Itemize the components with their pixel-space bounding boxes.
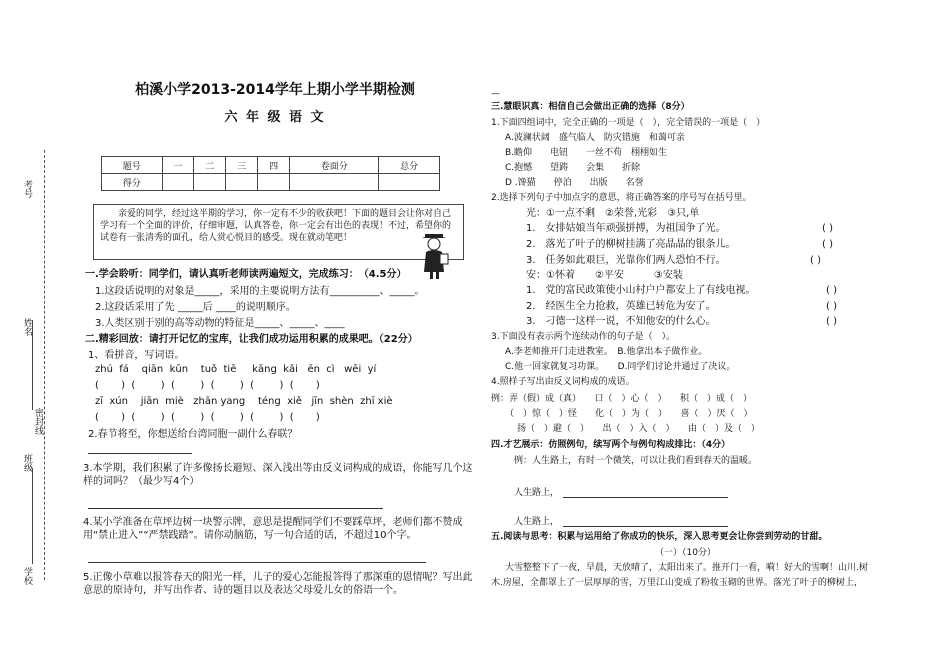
idiom-row-3: 扬（ ）避（ ） 出（ ）入（ ） 由（ ）及（ ） xyxy=(517,424,761,434)
option-b: B.瞻仰 电钮 一丝不苟 栩栩如生 xyxy=(505,148,668,158)
answer-bracket[interactable]: ( ) xyxy=(810,255,821,266)
s2-question-3: 3.本学期，我们积累了许多像扬长避短、深入浅出等由反义词构成的成语，你能写几个这样的词吗？（最少写4个） xyxy=(83,463,473,487)
score-header: 卷面分 xyxy=(290,157,379,174)
answer-brackets-row-2[interactable]: ( ) ( ) ( ) ( ) ( ) ( ) xyxy=(95,412,320,423)
banji-label: 班级 xyxy=(22,454,32,472)
s1-question-3: 3.人类区别于别的高等动物的特征是_____、_____、____ xyxy=(95,318,345,329)
idiom-row-2: （ ）惊（ ）怪 化（ ）为（ ） 喜（ ）厌（ ） xyxy=(505,409,753,419)
seal-line xyxy=(44,150,45,580)
answer-bracket[interactable]: ( ) xyxy=(822,223,833,234)
score-header: 四 xyxy=(258,157,290,174)
idiom-row-1: 例：弄（假）成（真） 口（ ）心（ ） 积（ ）成（ ） xyxy=(491,394,753,404)
top-dash: — xyxy=(491,89,500,99)
s1-question-1: 1.这段话说明的对象是_____，采用的主要说明方法有__________、_____。 xyxy=(95,286,425,297)
s4-line-1-label: 人生路上， xyxy=(514,488,560,498)
s4-example: 例：人生路上，有时一个微笑，可以让我们看到春天的温暖。 xyxy=(514,456,758,466)
section-2-title: 二.精彩回放：请打开记忆的宝库，让我们成功运用积累的成果吧。（22分） xyxy=(85,334,418,345)
section-1-title: 一.学会聆听：同学们，请认真听老师读两遍短文，完成练习： （4.5分） xyxy=(85,269,407,280)
score-table xyxy=(101,156,440,191)
score-header: 三 xyxy=(226,157,258,174)
pinyin-row-2: zī xún jiān miè zhān yang téng xiě jīn shèn zhī xiè xyxy=(95,396,393,407)
an-sentence-3: 3. 刁德一这样一说，不知他安的什么心。 xyxy=(526,316,716,327)
answer-brackets-row-1[interactable]: ( ) ( ) ( ) ( ) ( ) ( ) xyxy=(95,380,320,391)
s3-question-1: 1.下面四组词中，完全正确的一项是（ ），完全错误的一项是（ ） xyxy=(491,118,766,128)
answer-bracket[interactable]: ( ) xyxy=(826,316,837,327)
score-header: 一 xyxy=(162,157,194,174)
answer-line[interactable] xyxy=(88,562,426,563)
answer-line[interactable] xyxy=(563,497,728,498)
section-3-title: 三.慧眼识真：相信自己会做出正确的选择（8分） xyxy=(491,102,690,112)
guang-sentence-1: 1. 女排姑娘当年顽强拼搏，为祖国争了光。 xyxy=(526,223,726,234)
q3-options-cd: C.他一回家就复习功课。 D.同学们讨论并通过了决议。 xyxy=(505,362,736,372)
score-header: 题号 xyxy=(102,157,163,174)
answer-bracket[interactable]: ( ) xyxy=(822,239,833,250)
score-cell xyxy=(258,174,290,191)
guang-sentence-3: 3. 任务如此艰巨，光靠你们两人恐怕不行。 xyxy=(526,255,726,266)
score-cell xyxy=(194,174,226,191)
s4-line-2-label: 人生路上， xyxy=(514,517,560,527)
s2-question-1: 1、看拼音，写词语。 xyxy=(88,350,185,361)
name-write-line xyxy=(32,320,33,410)
exam-subtitle: 六 年 级 语 文 xyxy=(224,110,326,125)
answer-line[interactable] xyxy=(88,453,192,454)
section-4-title: 四.才艺展示：仿照例句，续写两个与例句构成排比：（4分） xyxy=(491,440,731,450)
s3-question-3: 3.下面没有表示两个连续动作的句子是（ ）。 xyxy=(491,332,676,342)
guang-meanings: 光：①一点不剩 ②荣誉,光彩 ③只,单 xyxy=(526,208,700,219)
intro-box xyxy=(93,204,464,260)
score-header: 二 xyxy=(194,157,226,174)
pinyin-row-1: zhú fá qiān kūn tuǒ tiē kāng kǎi ēn cì wēi yí xyxy=(95,364,377,375)
an-meanings: 安：①怀着 ②平安 ③安装 xyxy=(526,270,683,281)
score-header: 总分 xyxy=(379,157,440,174)
intro-text: 亲爱的同学，经过这半期的学习，你一定有不少的收获吧！下面的题目会让你对自己学习有一个全面的评价，仔细审题，认真答卷，你一定会有出色的表现！不过，希望你的试卷有一张清秀的面孔，给人赏心悦目的感受。现在就动笔吧！ xyxy=(100,209,452,243)
score-row-label: 得分 xyxy=(102,174,163,191)
xingming-label: 姓名 xyxy=(22,318,32,336)
s2-question-5: 5.正像小草难以报答春天的阳光一样，儿子的爱心怎能报答得了那深重的恩情呢？写出此意思的原诗句，并写出作者、诗的题目以及表达父母爱儿女的俗语一个。 xyxy=(83,572,473,596)
answer-line[interactable] xyxy=(563,526,728,527)
seal-line-label: 密封线 xyxy=(33,408,43,435)
teacher-icon xyxy=(418,232,452,280)
s2-question-2: 2.春节将至，你想送给台湾同胞一副什么春联？ xyxy=(88,429,298,440)
answer-bracket[interactable]: ( ) xyxy=(826,285,837,296)
passage-line-1: 大雪整整下了一夜，早晨，天放晴了，太阳出来了。推开门一看，嗬！好大的雪啊！山川.树 xyxy=(505,563,868,573)
xuexiao-label: 学校 xyxy=(22,567,32,585)
score-cell xyxy=(290,174,379,191)
kaohao-label: 考号 xyxy=(22,180,32,198)
q3-options-ab: A.李老师推开门走进教室。 B.他拿出本子做作业。 xyxy=(505,347,708,357)
option-a: A.波澜状阔 盛气临人 防灾错施 和蔼可亲 xyxy=(505,133,685,143)
s2-question-4: 4.某小学准备在草坪边树一块警示牌，意思是提醒同学们不要踩草坪，老师们都不赞成用“禁止进入”“严禁践踏”。请你动脑筋，写一句合适的话，不超过10个字。 xyxy=(83,517,463,541)
passage-line-2: 木.房屋，全都罩上了一层厚厚的雪，万里江山变成了粉妆玉砌的世界。落光了叶子的柳树上， xyxy=(491,578,863,588)
an-sentence-1: 1. 党的富民政策使小山村户户都安上了有线电视。 xyxy=(526,285,756,296)
an-sentence-2: 2. 经医生全力抢救，英雄已转危为安了。 xyxy=(526,301,716,312)
answer-bracket[interactable]: ( ) xyxy=(826,301,837,312)
s3-question-2: 2.选择下列句子中加点字的意思，将正确答案的序号写在括号里。 xyxy=(491,193,752,203)
class-write-line xyxy=(32,468,33,564)
s1-question-2: 2.这段话采用了先 _____后 ____的说明顺序。 xyxy=(95,302,296,313)
score-cell xyxy=(226,174,258,191)
section-5-title: 五.阅读与思考：积累与运用给了你成功的快乐，深入思考更会让你尝到劳动的甘甜。 xyxy=(491,532,828,542)
s5-subtitle: （一）（10分） xyxy=(655,548,716,558)
guang-sentence-2: 2. 落光了叶子的柳树挂满了亮晶晶的银条儿。 xyxy=(526,239,736,250)
s3-question-4: 4.照样子写出由反义词构成的成语。 xyxy=(491,377,635,387)
option-c: C.抱憾 望踌 会集 折除 xyxy=(505,163,641,173)
score-cell xyxy=(162,174,194,191)
score-cell xyxy=(379,174,440,191)
option-d: D .馋猫 停泊 出版 名誉 xyxy=(505,178,644,188)
answer-line[interactable] xyxy=(88,508,383,509)
exam-title: 柏溪小学2013-2014学年上期小学半期检测 xyxy=(135,82,415,98)
